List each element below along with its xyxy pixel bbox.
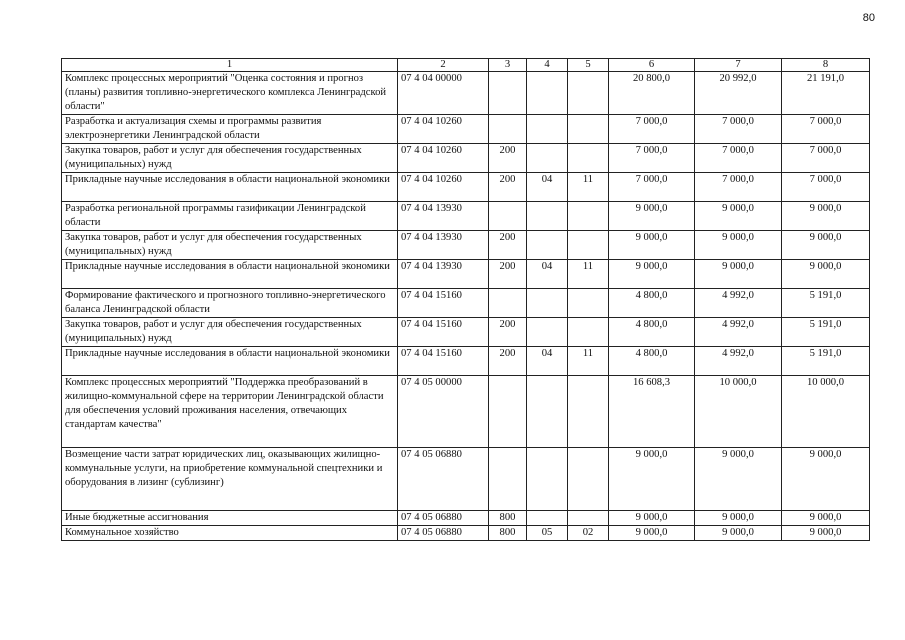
amount-cell: 5 191,0 xyxy=(782,289,870,318)
budget-code-cell: 07 4 04 00000 xyxy=(398,72,489,115)
amount-cell: 4 800,0 xyxy=(609,347,695,376)
row-name-cell: Комплекс процессных мероприятий "Поддержка преобразований в жилищно-коммунальной сфере на территории Ленинградской области для обеспечения условий проживания населения, отвечающих стандартам качества" xyxy=(62,376,398,448)
section-cell xyxy=(527,318,568,347)
budget-code-cell: 07 4 05 06880 xyxy=(398,526,489,541)
amount-cell: 21 191,0 xyxy=(782,72,870,115)
amount-cell: 16 608,3 xyxy=(609,376,695,448)
subsection-cell xyxy=(568,231,609,260)
budget-code-cell: 07 4 04 10260 xyxy=(398,115,489,144)
amount-cell: 9 000,0 xyxy=(782,202,870,231)
row-name-cell: Прикладные научные исследования в области национальной экономики xyxy=(62,260,398,289)
section-cell: 05 xyxy=(527,526,568,541)
amount-cell: 5 191,0 xyxy=(782,347,870,376)
amount-cell: 10 000,0 xyxy=(695,376,782,448)
row-name-cell: Прикладные научные исследования в области национальной экономики xyxy=(62,347,398,376)
subsection-cell: 11 xyxy=(568,173,609,202)
subsection-cell xyxy=(568,448,609,511)
budget-code-cell: 07 4 04 15160 xyxy=(398,347,489,376)
table-row xyxy=(62,289,870,318)
table-header-row xyxy=(62,59,870,72)
amount-cell: 9 000,0 xyxy=(695,526,782,541)
amount-cell: 9 000,0 xyxy=(782,231,870,260)
subsection-cell xyxy=(568,202,609,231)
budget-code-cell: 07 4 04 13930 xyxy=(398,231,489,260)
expense-type-cell: 200 xyxy=(489,231,527,260)
amount-cell: 4 992,0 xyxy=(695,318,782,347)
section-cell xyxy=(527,202,568,231)
amount-cell: 7 000,0 xyxy=(695,144,782,173)
budget-code-cell: 07 4 04 15160 xyxy=(398,289,489,318)
expense-type-cell xyxy=(489,202,527,231)
expense-type-cell xyxy=(489,289,527,318)
amount-cell: 7 000,0 xyxy=(782,173,870,202)
table-row xyxy=(62,448,870,511)
section-cell: 04 xyxy=(527,260,568,289)
section-cell xyxy=(527,376,568,448)
column-header: 1 xyxy=(62,59,398,72)
expense-type-cell: 200 xyxy=(489,347,527,376)
row-name-cell: Закупка товаров, работ и услуг для обеспечения государственных (муниципальных) нужд xyxy=(62,231,398,260)
budget-table xyxy=(61,58,870,541)
amount-cell: 9 000,0 xyxy=(609,448,695,511)
section-cell xyxy=(527,115,568,144)
amount-cell: 10 000,0 xyxy=(782,376,870,448)
amount-cell: 7 000,0 xyxy=(609,115,695,144)
table-row xyxy=(62,347,870,376)
budget-code-cell: 07 4 04 13930 xyxy=(398,202,489,231)
row-name-cell: Формирование фактического и прогнозного топливно-энергетического баланса Ленинградской области xyxy=(62,289,398,318)
section-cell: 04 xyxy=(527,347,568,376)
amount-cell: 9 000,0 xyxy=(695,202,782,231)
section-cell xyxy=(527,448,568,511)
table-row xyxy=(62,376,870,448)
subsection-cell xyxy=(568,115,609,144)
amount-cell: 4 800,0 xyxy=(609,318,695,347)
table-row xyxy=(62,115,870,144)
amount-cell: 9 000,0 xyxy=(609,202,695,231)
section-cell: 04 xyxy=(527,173,568,202)
table-row xyxy=(62,511,870,526)
expense-type-cell: 200 xyxy=(489,260,527,289)
expense-type-cell: 200 xyxy=(489,173,527,202)
row-name-cell: Закупка товаров, работ и услуг для обеспечения государственных (муниципальных) нужд xyxy=(62,318,398,347)
expense-type-cell: 200 xyxy=(489,144,527,173)
row-name-cell: Иные бюджетные ассигнования xyxy=(62,511,398,526)
amount-cell: 9 000,0 xyxy=(609,231,695,260)
section-cell xyxy=(527,511,568,526)
amount-cell: 9 000,0 xyxy=(782,526,870,541)
subsection-cell xyxy=(568,72,609,115)
subsection-cell: 11 xyxy=(568,347,609,376)
row-name-cell: Закупка товаров, работ и услуг для обеспечения государственных (муниципальных) нужд xyxy=(62,144,398,173)
amount-cell: 5 191,0 xyxy=(782,318,870,347)
column-header: 2 xyxy=(398,59,489,72)
subsection-cell xyxy=(568,318,609,347)
amount-cell: 20 992,0 xyxy=(695,72,782,115)
row-name-cell: Коммунальное хозяйство xyxy=(62,526,398,541)
table-row xyxy=(62,144,870,173)
row-name-cell: Разработка и актуализация схемы и программы развития электроэнергетики Ленинградской области xyxy=(62,115,398,144)
amount-cell: 4 992,0 xyxy=(695,289,782,318)
amount-cell: 7 000,0 xyxy=(782,115,870,144)
column-header: 4 xyxy=(527,59,568,72)
amount-cell: 9 000,0 xyxy=(695,511,782,526)
table-row xyxy=(62,526,870,541)
budget-code-cell: 07 4 04 10260 xyxy=(398,173,489,202)
expense-type-cell xyxy=(489,448,527,511)
subsection-cell xyxy=(568,511,609,526)
budget-code-cell: 07 4 05 06880 xyxy=(398,448,489,511)
amount-cell: 7 000,0 xyxy=(695,115,782,144)
column-header: 5 xyxy=(568,59,609,72)
table-row xyxy=(62,202,870,231)
subsection-cell: 02 xyxy=(568,526,609,541)
amount-cell: 4 800,0 xyxy=(609,289,695,318)
subsection-cell xyxy=(568,144,609,173)
page-number: 80 xyxy=(862,12,875,24)
section-cell xyxy=(527,144,568,173)
budget-code-cell: 07 4 04 15160 xyxy=(398,318,489,347)
budget-code-cell: 07 4 05 06880 xyxy=(398,511,489,526)
amount-cell: 9 000,0 xyxy=(782,448,870,511)
row-name-cell: Комплекс процессных мероприятий "Оценка состояния и прогноз (планы) развития топливно-энергетического комплекса Ленинградской области" xyxy=(62,72,398,115)
section-cell xyxy=(527,231,568,260)
table-row xyxy=(62,72,870,115)
expense-type-cell xyxy=(489,72,527,115)
budget-code-cell: 07 4 04 10260 xyxy=(398,144,489,173)
row-name-cell: Возмещение части затрат юридических лиц, оказывающих жилищно-коммунальные услуги, на приобретение коммунальной спецтехники и оборудования в лизинг (сублизинг) xyxy=(62,448,398,511)
amount-cell: 7 000,0 xyxy=(695,173,782,202)
column-header: 6 xyxy=(609,59,695,72)
expense-type-cell: 800 xyxy=(489,511,527,526)
column-header: 8 xyxy=(782,59,870,72)
amount-cell: 9 000,0 xyxy=(782,511,870,526)
table-row xyxy=(62,231,870,260)
row-name-cell: Прикладные научные исследования в области национальной экономики xyxy=(62,173,398,202)
budget-code-cell: 07 4 04 13930 xyxy=(398,260,489,289)
subsection-cell: 11 xyxy=(568,260,609,289)
table-body xyxy=(62,59,870,541)
subsection-cell xyxy=(568,289,609,318)
amount-cell: 9 000,0 xyxy=(695,448,782,511)
section-cell xyxy=(527,72,568,115)
column-header: 7 xyxy=(695,59,782,72)
expense-type-cell: 200 xyxy=(489,318,527,347)
expense-type-cell: 800 xyxy=(489,526,527,541)
amount-cell: 9 000,0 xyxy=(695,231,782,260)
subsection-cell xyxy=(568,376,609,448)
amount-cell: 9 000,0 xyxy=(609,511,695,526)
amount-cell: 7 000,0 xyxy=(609,144,695,173)
amount-cell: 7 000,0 xyxy=(609,173,695,202)
table-row xyxy=(62,260,870,289)
amount-cell: 7 000,0 xyxy=(782,144,870,173)
amount-cell: 4 992,0 xyxy=(695,347,782,376)
amount-cell: 9 000,0 xyxy=(609,260,695,289)
expense-type-cell xyxy=(489,376,527,448)
amount-cell: 20 800,0 xyxy=(609,72,695,115)
amount-cell: 9 000,0 xyxy=(695,260,782,289)
amount-cell: 9 000,0 xyxy=(609,526,695,541)
budget-code-cell: 07 4 05 00000 xyxy=(398,376,489,448)
row-name-cell: Разработка региональной программы газификации Ленинградской области xyxy=(62,202,398,231)
table-row xyxy=(62,173,870,202)
column-header: 3 xyxy=(489,59,527,72)
expense-type-cell xyxy=(489,115,527,144)
section-cell xyxy=(527,289,568,318)
amount-cell: 9 000,0 xyxy=(782,260,870,289)
table-row xyxy=(62,318,870,347)
